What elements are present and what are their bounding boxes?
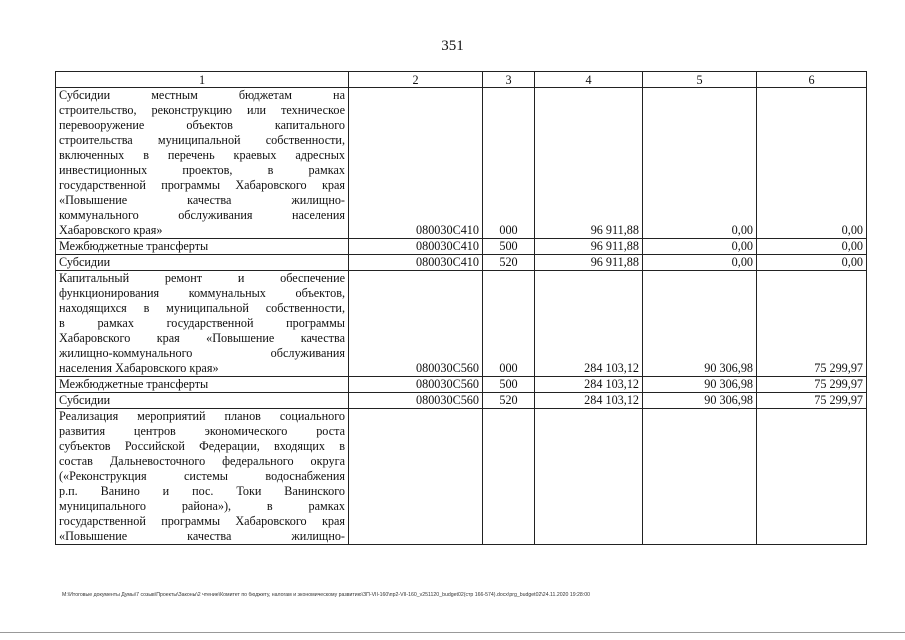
row-target-code: 080030С410 xyxy=(349,88,483,239)
description-line: Межбюджетные трансферты xyxy=(59,377,209,391)
page-number: 351 xyxy=(441,38,464,54)
table-row xyxy=(56,88,867,239)
row-expense-type: 520 xyxy=(483,393,535,409)
row-target-code: 080030С560 xyxy=(349,377,483,393)
description-line: в рамках государственной программы xyxy=(59,316,345,330)
header-cell-2: 2 xyxy=(349,72,483,88)
row-description xyxy=(56,255,349,271)
description-line: состав Дальневосточного федерального округа xyxy=(59,454,345,468)
row-description xyxy=(56,239,349,255)
row-amount-col4: 284 103,12 xyxy=(535,377,643,393)
header-cell-3: 3 xyxy=(483,72,535,88)
description-line: Хабаровского края» xyxy=(59,223,163,237)
description-line: развития центров экономического роста xyxy=(59,424,345,438)
header-cell-5: 5 xyxy=(643,72,757,88)
row-target-code xyxy=(349,409,483,545)
row-amount-col6: 75 299,97 xyxy=(757,393,867,409)
table-row xyxy=(56,409,867,545)
row-amount-col5: 0,00 xyxy=(643,239,757,255)
description-line: Субсидии xyxy=(59,255,111,269)
row-target-code: 080030С560 xyxy=(349,271,483,377)
row-amount-col4: 96 911,88 xyxy=(535,255,643,271)
description-line: строительство, реконструкцию или техническое xyxy=(59,103,345,117)
row-amount-col6: 0,00 xyxy=(757,239,867,255)
row-target-code: 080030С410 xyxy=(349,255,483,271)
row-amount-col6: 75 299,97 xyxy=(757,271,867,377)
description-line: населения Хабаровского края» xyxy=(59,361,219,375)
row-amount-col4 xyxy=(535,409,643,545)
row-expense-type: 500 xyxy=(483,239,535,255)
row-amount-col4: 284 103,12 xyxy=(535,393,643,409)
row-amount-col6 xyxy=(757,409,867,545)
description-line: функционирования коммунальных объектов, xyxy=(59,286,345,300)
description-line: «Повышение качества жилищно- xyxy=(59,529,345,543)
description-line: муниципального района»), в рамках xyxy=(59,499,345,513)
description-line: субъектов Российской Федерации, входящих в xyxy=(59,439,345,453)
description-line: государственной программы Хабаровского края xyxy=(59,514,345,528)
table-header-row xyxy=(56,72,867,88)
description-line: Капитальный ремонт и обеспечение xyxy=(59,271,345,285)
table-row xyxy=(56,255,867,271)
row-amount-col5: 90 306,98 xyxy=(643,271,757,377)
table-row xyxy=(56,239,867,255)
row-amount-col4: 96 911,88 xyxy=(535,88,643,239)
document-file-path: М:\Итоговые документы Думы\7 созыв\Проекты\Законы\2 чтение\Комитет по бюджету, налогам и экономическому развитию\ЗП-VII-160\пр2-VII-160_v251120_budget02(стр 166-574).docx\prg_budget02\24.11.2020 19:28:00 xyxy=(62,592,591,598)
description-line: инвестиционных проектов, в рамках xyxy=(59,163,345,177)
description-line: Субсидии местным бюджетам на xyxy=(59,88,345,102)
row-description xyxy=(56,393,349,409)
row-amount-col5: 90 306,98 xyxy=(643,377,757,393)
row-expense-type: 520 xyxy=(483,255,535,271)
row-expense-type: 000 xyxy=(483,88,535,239)
table-row xyxy=(56,393,867,409)
description-line: «Повышение качества жилищно- xyxy=(59,193,345,207)
row-amount-col6: 0,00 xyxy=(757,255,867,271)
description-line: Межбюджетные трансферты xyxy=(59,239,209,253)
row-expense-type xyxy=(483,409,535,545)
row-amount-col6: 75 299,97 xyxy=(757,377,867,393)
row-amount-col5: 0,00 xyxy=(643,88,757,239)
description-line: Субсидии xyxy=(59,393,111,407)
row-amount-col5: 0,00 xyxy=(643,255,757,271)
description-line: Хабаровского края «Повышение качества xyxy=(59,331,345,345)
description-line: государственной программы Хабаровского края xyxy=(59,178,345,192)
description-line: включенных в перечень краевых адресных xyxy=(59,148,345,162)
budget-table xyxy=(55,71,867,545)
description-line: Реализация мероприятий планов социального xyxy=(59,409,345,423)
description-line: («Реконструкция системы водоснабжения xyxy=(59,469,345,483)
row-amount-col4: 96 911,88 xyxy=(535,239,643,255)
header-cell-6: 6 xyxy=(757,72,867,88)
row-expense-type: 500 xyxy=(483,377,535,393)
row-amount-col5: 90 306,98 xyxy=(643,393,757,409)
row-target-code: 080030С410 xyxy=(349,239,483,255)
row-target-code: 080030С560 xyxy=(349,393,483,409)
description-line: находящихся в муниципальной собственности, xyxy=(59,301,345,315)
row-expense-type: 000 xyxy=(483,271,535,377)
page-bottom-divider xyxy=(0,632,905,633)
row-amount-col6: 0,00 xyxy=(757,88,867,239)
row-description xyxy=(56,377,349,393)
description-line: р.п. Ванино и пос. Токи Ванинского xyxy=(59,484,345,498)
description-line: жилищно-коммунального обслуживания xyxy=(59,346,345,360)
header-cell-4: 4 xyxy=(535,72,643,88)
description-line: коммунального обслуживания населения xyxy=(59,208,345,222)
header-cell-1: 1 xyxy=(56,72,349,88)
row-amount-col5 xyxy=(643,409,757,545)
row-description xyxy=(56,409,349,545)
description-line: перевооружение объектов капитального xyxy=(59,118,345,132)
table-row xyxy=(56,377,867,393)
row-description xyxy=(56,88,349,239)
table-row xyxy=(56,271,867,377)
row-description xyxy=(56,271,349,377)
row-amount-col4: 284 103,12 xyxy=(535,271,643,377)
description-line: строительства муниципальной собственности, xyxy=(59,133,345,147)
